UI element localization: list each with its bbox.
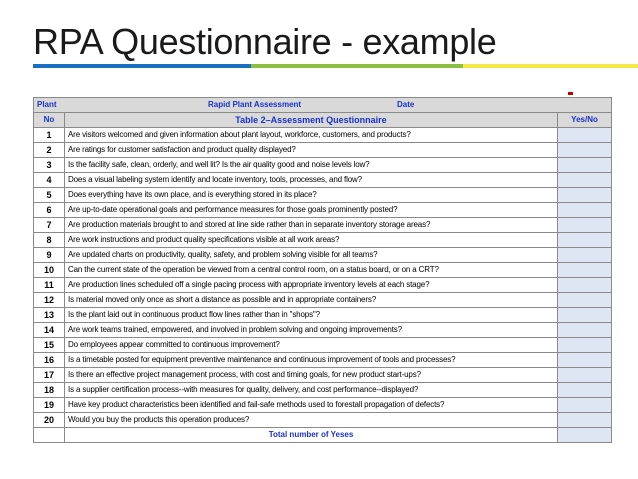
table-row — [34, 278, 612, 293]
answer-cell[interactable] — [558, 383, 612, 398]
table-row — [34, 218, 612, 233]
question-text: Is the plant laid out in continuous product flow lines rather than in "shops"? — [65, 308, 558, 323]
question-number: 6 — [34, 203, 65, 218]
question-number: 19 — [34, 398, 65, 413]
answer-cell[interactable] — [558, 128, 612, 143]
answer-cell[interactable] — [558, 248, 612, 263]
question-text: Is there an effective project management process, with cost and timing goals, for new product start-ups? — [65, 368, 558, 383]
total-row — [34, 428, 612, 443]
answer-cell[interactable] — [558, 293, 612, 308]
question-number: 12 — [34, 293, 65, 308]
answer-cell[interactable] — [558, 158, 612, 173]
table-row — [34, 398, 612, 413]
table-row — [34, 383, 612, 398]
question-text: Are up-to-date operational goals and performance measures for those goals prominently posted? — [65, 203, 558, 218]
question-text: Do employees appear committed to continuous improvement? — [65, 338, 558, 353]
question-number: 14 — [34, 323, 65, 338]
answer-cell[interactable] — [558, 323, 612, 338]
question-text: Can the current state of the operation be viewed from a central control room, on a status board, or on a CRT? — [65, 263, 558, 278]
assessment-header-cell — [34, 98, 612, 113]
question-text: Have key product characteristics been identified and fail-safe methods used to forestall propagation of defects? — [65, 398, 558, 413]
slide-title: RPA Questionnaire - example — [33, 21, 497, 62]
answer-cell[interactable] — [558, 233, 612, 248]
table-row — [34, 353, 612, 368]
table-row — [34, 158, 612, 173]
question-text: Does everything have its own place, and is everything stored in its place? — [65, 188, 558, 203]
title-underline-yellow — [463, 64, 638, 68]
plant-label: Plant — [37, 100, 57, 109]
question-text: Are work teams trained, empowered, and involved in problem solving and ongoing improvements? — [65, 323, 558, 338]
question-text: Is a supplier certification process--with measures for quality, delivery, and cost performance--displayed? — [65, 383, 558, 398]
question-text: Are ratings for customer satisfaction and product quality displayed? — [65, 143, 558, 158]
answer-cell[interactable] — [558, 263, 612, 278]
question-number: 5 — [34, 188, 65, 203]
question-number: 8 — [34, 233, 65, 248]
total-spacer-cell — [34, 428, 65, 443]
question-text: Would you buy the products this operation produces? — [65, 413, 558, 428]
table-row — [34, 368, 612, 383]
date-label: Date — [397, 100, 415, 109]
answer-cell[interactable] — [558, 338, 612, 353]
question-number: 17 — [34, 368, 65, 383]
table-row — [34, 233, 612, 248]
question-text: Are work instructions and product quality specifications visible at all work areas? — [65, 233, 558, 248]
answer-cell[interactable] — [558, 278, 612, 293]
question-number: 4 — [34, 173, 65, 188]
column-header-row — [34, 113, 612, 128]
answer-cell[interactable] — [558, 143, 612, 158]
table-row — [34, 188, 612, 203]
answer-cell[interactable] — [558, 398, 612, 413]
question-text: Is material moved only once as short a distance as possible and in appropriate containers? — [65, 293, 558, 308]
answer-cell[interactable] — [558, 368, 612, 383]
assessment-header-row — [34, 98, 612, 113]
answer-cell[interactable] — [558, 218, 612, 233]
assessment-table — [33, 97, 612, 443]
title-underline-green — [251, 64, 463, 68]
question-number: 13 — [34, 308, 65, 323]
question-text: Is the facility safe, clean, orderly, and well lit? Is the air quality good and noise levels low? — [65, 158, 558, 173]
question-number: 9 — [34, 248, 65, 263]
total-label: Total number of Yeses — [65, 428, 558, 443]
table-row — [34, 203, 612, 218]
answer-cell[interactable] — [558, 308, 612, 323]
question-number: 16 — [34, 353, 65, 368]
answer-cell[interactable] — [558, 413, 612, 428]
question-text: Does a visual labeling system identify and locate inventory, tools, processes, and flow? — [65, 173, 558, 188]
question-number: 10 — [34, 263, 65, 278]
table-row — [34, 413, 612, 428]
table-row — [34, 323, 612, 338]
column-header-title: Table 2–Assessment Questionnaire — [65, 113, 558, 128]
question-text: Are visitors welcomed and given information about plant layout, workforce, customers, and products? — [65, 128, 558, 143]
question-text: Are production materials brought to and stored at line side rather than in separate inventory storage areas? — [65, 218, 558, 233]
question-number: 3 — [34, 158, 65, 173]
question-number: 18 — [34, 383, 65, 398]
question-text: Is a timetable posted for equipment preventive maintenance and continuous improvement of tools and processes? — [65, 353, 558, 368]
question-number: 7 — [34, 218, 65, 233]
table-row — [34, 173, 612, 188]
answer-cell[interactable] — [558, 353, 612, 368]
total-answer-cell[interactable] — [558, 428, 612, 443]
assessment-label: Rapid Plant Assessment — [208, 100, 302, 109]
table-row — [34, 308, 612, 323]
table-row — [34, 128, 612, 143]
table-row — [34, 143, 612, 158]
table-row — [34, 338, 612, 353]
question-number: 20 — [34, 413, 65, 428]
answer-cell[interactable] — [558, 203, 612, 218]
question-number: 2 — [34, 143, 65, 158]
answer-cell[interactable] — [558, 188, 612, 203]
table-row — [34, 263, 612, 278]
question-number: 1 — [34, 128, 65, 143]
accent-mark — [568, 92, 573, 95]
question-text: Are updated charts on productivity, quality, safety, and problem solving visible for all teams? — [65, 248, 558, 263]
column-header-no: No — [34, 113, 65, 128]
title-underline-blue — [33, 64, 251, 68]
answer-cell[interactable] — [558, 173, 612, 188]
question-number: 15 — [34, 338, 65, 353]
table-row — [34, 248, 612, 263]
question-number: 11 — [34, 278, 65, 293]
table-row — [34, 293, 612, 308]
column-header-answer: Yes/No — [558, 113, 612, 128]
question-text: Are production lines scheduled off a single pacing process with appropriate inventory levels at each stage? — [65, 278, 558, 293]
